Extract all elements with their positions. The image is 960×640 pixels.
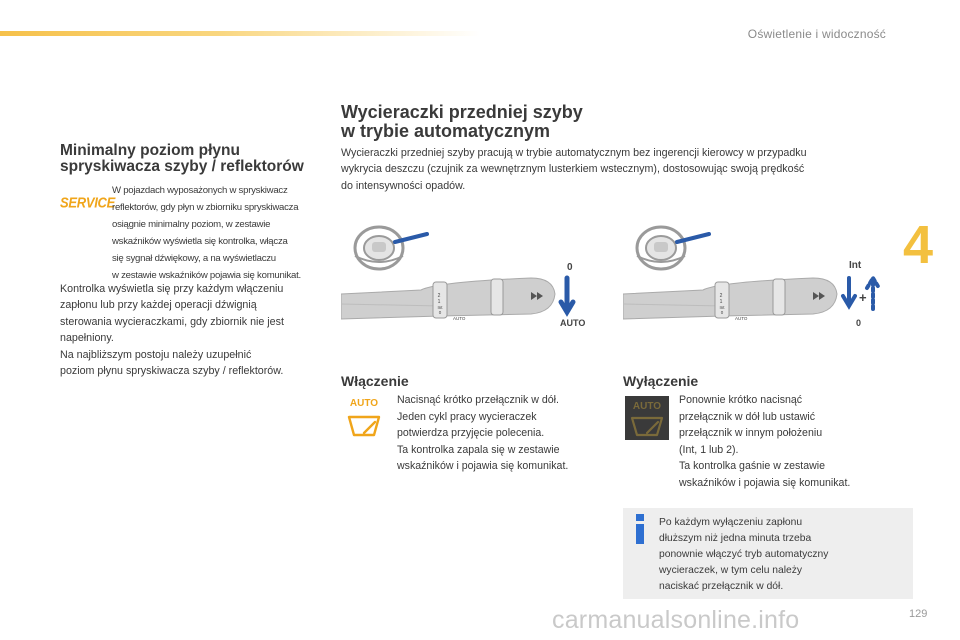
svg-text:1: 1 <box>719 299 723 305</box>
intro-line: do intensywności opadów. <box>341 179 466 192</box>
intro-line: wykrycia deszczu (czujnik za wewnętrznym lusterkiem wstecznym), dostosowując swoją prędkość <box>341 163 805 176</box>
wiper-stalk-down-illustration <box>341 222 606 342</box>
disable-line: przełącznik w dół lub ustawić <box>679 410 816 423</box>
enable-line: potwierdza przyjęcie polecenia. <box>397 427 545 440</box>
svg-text:Int: Int <box>719 305 725 310</box>
body-line: napełniony. <box>60 332 114 345</box>
label-position-0: 0 <box>567 262 573 273</box>
intro-line: Wycieraczki przedniej szyby pracują w trybie automatycznym bez ingerencji kierowcy w przypadku <box>341 147 807 159</box>
info-line: dłuższym niż jedna minuta trzeba <box>659 533 812 544</box>
page-number: 129 <box>909 608 928 620</box>
header-accent-bar <box>0 31 480 36</box>
body-line: Na najbliższym postoju należy uzupełnić <box>60 348 252 361</box>
body-line: zapłonu lub przy każdej operacji dźwignią <box>60 299 257 312</box>
svg-text:2: 2 <box>437 293 441 299</box>
section-title: Oświetlenie i widoczność <box>747 27 886 41</box>
service-warning-icon: SERVICE <box>60 193 115 212</box>
info-line: wycieraczek, w tym celu należy <box>659 565 803 576</box>
svg-text:AUTO: AUTO <box>735 316 748 321</box>
enable-heading: Włączenie <box>341 373 409 389</box>
svg-text:AUTO: AUTO <box>453 316 466 321</box>
disable-line: wskaźników i pojawia się komunikat. <box>679 476 851 489</box>
wiper-stalk <box>341 278 555 321</box>
info-line: naciskać przełącznik w dół. <box>659 581 784 592</box>
auto-wiper-on-icon <box>344 395 384 441</box>
steering-wheel-icon <box>637 227 709 269</box>
enable-text <box>397 392 612 475</box>
watermark: carmanualsonline.info <box>552 606 800 634</box>
chapter-number: 4 <box>903 215 934 275</box>
auto-icon-text: AUTO <box>632 401 662 412</box>
body-line: Kontrolka wyświetla się przy każdym włączeniu <box>60 283 284 295</box>
washer-note <box>112 182 324 284</box>
note-line: W pojazdach wyposażonych w spryskiwacz <box>112 185 288 196</box>
heading-line: w trybie automatycznym <box>341 121 551 141</box>
disable-line: Ponownie krótko nacisnąć <box>679 394 803 406</box>
enable-line: Ta kontrolka zapala się w zestawie <box>397 443 560 456</box>
info-note-text <box>659 515 909 595</box>
svg-text:0: 0 <box>720 310 724 315</box>
arrow-down-icon <box>843 278 855 306</box>
svg-text:Int: Int <box>437 305 443 310</box>
washer-body <box>60 281 326 379</box>
disable-line: przełącznik w innym położeniu <box>679 427 823 440</box>
auto-wipers-intro <box>341 145 901 194</box>
label-int: Int <box>849 260 862 271</box>
enable-line: Jeden cykl pracy wycieraczek <box>397 410 537 423</box>
info-icon <box>633 514 647 544</box>
svg-text:0: 0 <box>438 310 442 315</box>
disable-text <box>679 392 899 492</box>
auto-icon-text: AUTO <box>349 398 379 409</box>
info-note-box <box>623 508 913 599</box>
steering-wheel-icon <box>355 227 427 269</box>
note-line: osiągnie minimalny poziom, w zestawie <box>112 219 271 230</box>
body-line: poziom płynu spryskiwacza szyby / reflektorów. <box>60 365 284 378</box>
disable-line: (Int, 1 lub 2). <box>679 443 739 456</box>
note-line: się sygnał dźwiękowy, a na wyświetlaczu <box>112 253 276 264</box>
heading-line: Wycieraczki przedniej szyby <box>341 102 583 122</box>
note-line: wskaźników wyświetla się kontrolka, włącza <box>112 236 288 247</box>
auto-wipers-heading <box>341 103 661 141</box>
arrow-down-icon <box>561 278 573 312</box>
info-line: Po każdym wyłączeniu zapłonu <box>659 517 803 528</box>
enable-line: wskaźników i pojawia się komunikat. <box>397 460 569 473</box>
svg-text:2: 2 <box>719 293 723 299</box>
label-position-0: 0 <box>856 318 862 328</box>
body-line: sterowania wycieraczkami, gdy zbiornik nie jest <box>60 315 284 328</box>
note-line: reflektorów, gdy płyn w zbiorniku spryskiwacza <box>112 202 299 213</box>
enable-line: Nacisnąć krótko przełącznik w dół. <box>397 394 559 406</box>
wiper-stalk <box>623 278 837 321</box>
info-line: ponownie włączyć tryb automatyczny <box>659 549 829 560</box>
svg-text:+: + <box>859 290 867 305</box>
disable-line: Ta kontrolka gaśnie w zestawie <box>679 460 826 473</box>
disable-heading: Wyłączenie <box>623 373 699 389</box>
note-line: w zestawie wskaźników pojawia się komunikat. <box>112 270 301 281</box>
svg-text:1: 1 <box>437 299 441 305</box>
auto-wiper-off-icon <box>625 396 669 440</box>
wiper-stalk-updown-illustration <box>623 222 888 342</box>
washer-fluid-heading: Minimalny poziom płynu spryskiwacza szyby / reflektorów <box>60 142 304 175</box>
arrow-up-icon <box>867 278 879 312</box>
label-auto: AUTO <box>560 318 586 328</box>
